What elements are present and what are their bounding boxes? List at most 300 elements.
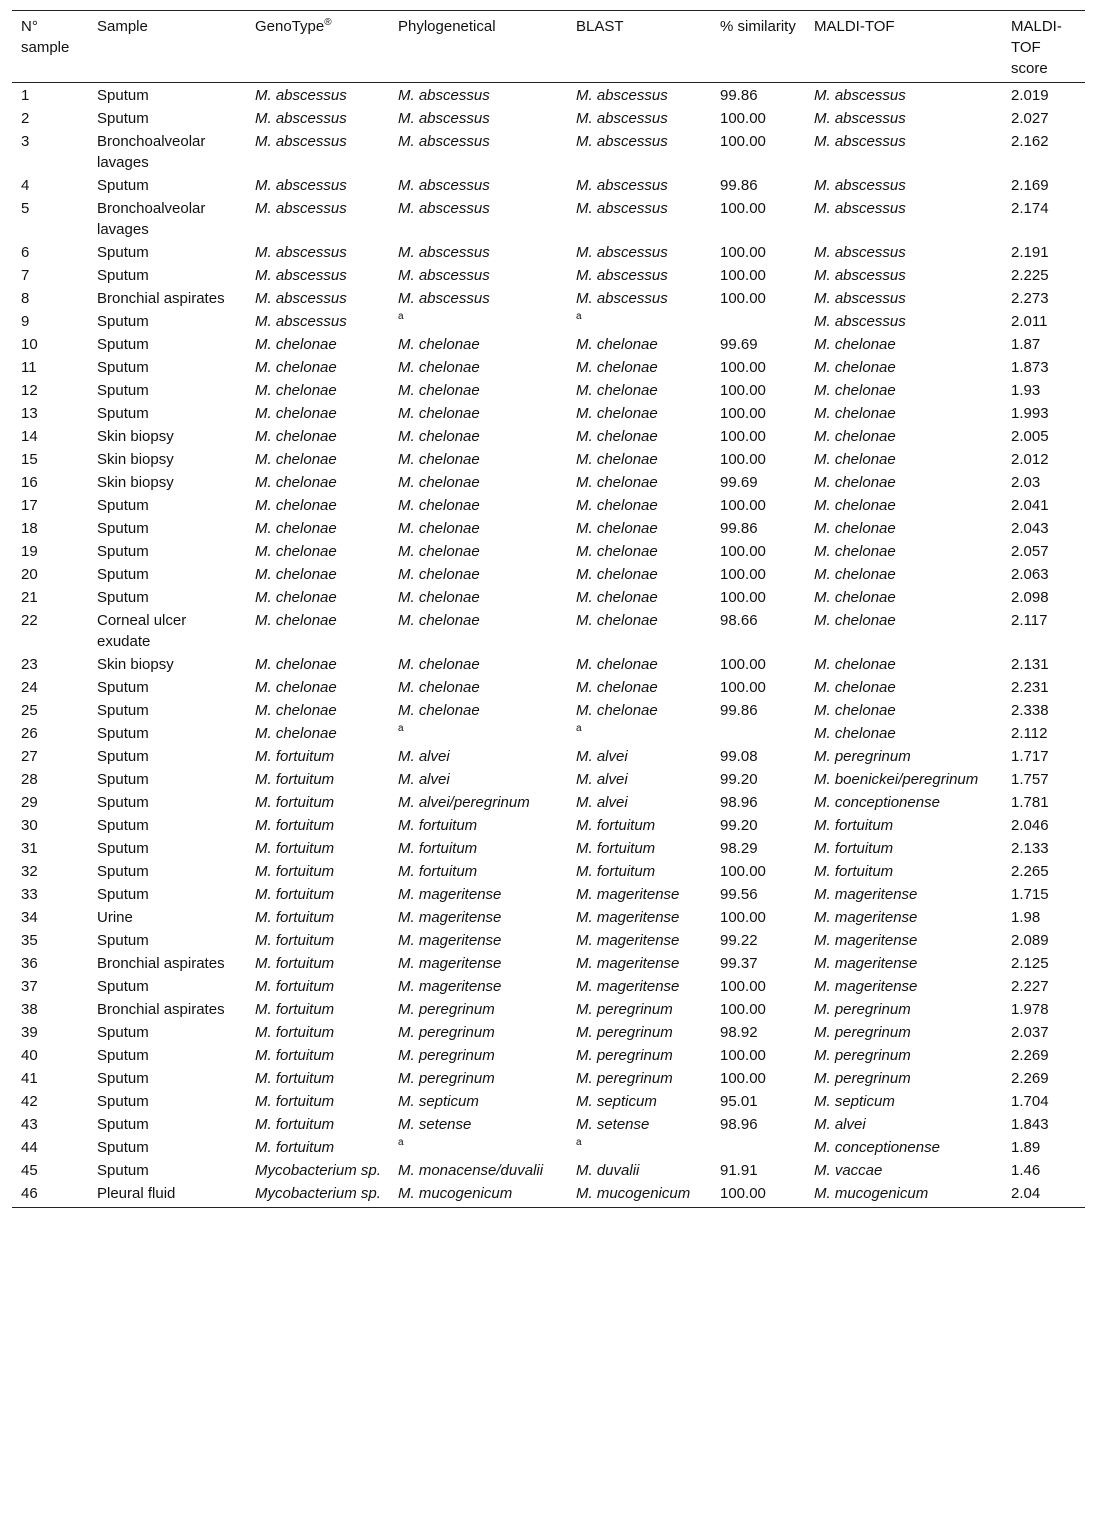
table-row	[12, 1021, 1085, 1044]
cell-similarity: 99.69	[720, 336, 758, 353]
cell-sample-number: 39	[21, 1024, 38, 1041]
cell-maldi-tof-score: 2.338	[1011, 702, 1049, 719]
cell-maldi-tof-score: 2.063	[1011, 566, 1049, 583]
table-row	[12, 1113, 1085, 1136]
table-row	[12, 471, 1085, 494]
cell-blast: M. alvei	[576, 794, 628, 811]
cell-phylogenetical: M. abscessus	[398, 177, 490, 194]
cell-phylogenetical: M. peregrinum	[398, 1001, 495, 1018]
cell-phylogenetical: M. chelonae	[398, 497, 480, 514]
table-row	[12, 1067, 1085, 1090]
cell-sample-number: 4	[21, 177, 30, 194]
table-row	[12, 402, 1085, 425]
cell-genotype: M. fortuitum	[255, 886, 335, 903]
cell-similarity: 100.00	[720, 497, 766, 514]
cell-blast: M. duvalii	[576, 1162, 640, 1179]
cell-sample: Bronchial aspirates	[97, 290, 225, 307]
cell-sample-number: 5	[21, 200, 30, 217]
cell-phylogenetical: M. chelonae	[398, 520, 480, 537]
cell-maldi-tof-score: 1.89	[1011, 1139, 1041, 1156]
cell-phylogenetical: M. abscessus	[398, 133, 490, 150]
cell-blast: M. chelonae	[576, 474, 658, 491]
cell-genotype: M. abscessus	[255, 290, 347, 307]
cell-genotype: M. fortuitum	[255, 1093, 335, 1110]
table-row	[12, 1136, 1085, 1159]
header-maldi-tof-score: MALDI-TOF score	[1002, 11, 1085, 83]
cell-maldi-tof: M. peregrinum	[814, 1070, 911, 1087]
cell-sample-number: 7	[21, 267, 30, 284]
table-row	[12, 174, 1085, 197]
cell-sample: Sputum	[97, 359, 149, 376]
cell-sample: Sputum	[97, 1116, 149, 1133]
table-row	[12, 929, 1085, 952]
table-row	[12, 676, 1085, 699]
cell-sample-number: 31	[21, 840, 38, 857]
cell-phylogenetical: M. abscessus	[398, 267, 490, 284]
cell-sample-number: 45	[21, 1162, 38, 1179]
cell-genotype: M. fortuitum	[255, 1024, 335, 1041]
cell-maldi-tof: M. chelonae	[814, 405, 896, 422]
cell-maldi-tof: M. peregrinum	[814, 1024, 911, 1041]
cell-similarity: 98.92	[720, 1024, 758, 1041]
cell-similarity: 99.20	[720, 817, 758, 834]
cell-sample: Sputum	[97, 177, 149, 194]
cell-sample: Sputum	[97, 1024, 149, 1041]
table-row	[12, 722, 1085, 745]
cell-sample-number: 32	[21, 863, 38, 880]
table-row	[12, 241, 1085, 264]
cell-sample: Sputum	[97, 382, 149, 399]
cell-phylogenetical: M. mageritense	[398, 978, 502, 995]
table-row	[12, 83, 1085, 108]
cell-maldi-tof-score: 2.011	[1011, 313, 1048, 330]
cell-similarity: 100.00	[720, 1001, 766, 1018]
cell-sample: Sputum	[97, 1047, 149, 1064]
cell-genotype: M. fortuitum	[255, 909, 335, 926]
cell-blast: M. chelonae	[576, 543, 658, 560]
cell-sample: Sputum	[97, 405, 149, 422]
cell-similarity: 99.86	[720, 702, 758, 719]
cell-maldi-tof-score: 2.231	[1011, 679, 1049, 696]
cell-sample: Sputum	[97, 566, 149, 583]
cell-blast: M. chelonae	[576, 656, 658, 673]
cell-genotype: M. chelonae	[255, 589, 337, 606]
cell-blast: M. chelonae	[576, 679, 658, 696]
cell-sample-number: 33	[21, 886, 38, 903]
cell-sample: Skin biopsy	[97, 474, 174, 491]
cell-similarity: 100.00	[720, 110, 766, 127]
cell-maldi-tof: M. fortuitum	[814, 840, 894, 857]
cell-maldi-tof: M. chelonae	[814, 725, 896, 742]
cell-genotype: M. chelonae	[255, 428, 337, 445]
cell-sample: Sputum	[97, 1162, 149, 1179]
cell-maldi-tof-score: 1.781	[1011, 794, 1049, 811]
cell-genotype: M. fortuitum	[255, 840, 335, 857]
cell-maldi-tof: M. vaccae	[814, 1162, 883, 1179]
cell-genotype: M. chelonae	[255, 336, 337, 353]
table-row	[12, 494, 1085, 517]
cell-blast: M. chelonae	[576, 702, 658, 719]
cell-maldi-tof: M. chelonae	[814, 497, 896, 514]
cell-sample: Sputum	[97, 589, 149, 606]
cell-maldi-tof: M. peregrinum	[814, 1047, 911, 1064]
cell-maldi-tof-score: 1.87	[1011, 336, 1041, 353]
cell-similarity: 100.00	[720, 290, 766, 307]
cell-blast: M. peregrinum	[576, 1024, 673, 1041]
cell-maldi-tof: M. chelonae	[814, 612, 896, 629]
cell-similarity: 99.69	[720, 474, 758, 491]
header-sample: Sample	[88, 11, 246, 83]
cell-phylogenetical: M. chelonae	[398, 451, 480, 468]
cell-blast: M. chelonae	[576, 612, 658, 629]
cell-genotype: M. chelonae	[255, 566, 337, 583]
cell-phylogenetical: M. chelonae	[398, 336, 480, 353]
cell-sample: Sputum	[97, 886, 149, 903]
cell-sample-number: 15	[21, 451, 38, 468]
cell-genotype: M. fortuitum	[255, 794, 335, 811]
cell-similarity: 98.96	[720, 794, 758, 811]
cell-similarity: 98.66	[720, 612, 758, 629]
cell-maldi-tof: M. chelonae	[814, 474, 896, 491]
cell-phylogenetical: M. chelonae	[398, 543, 480, 560]
cell-maldi-tof: M. chelonae	[814, 543, 896, 560]
cell-blast: M. chelonae	[576, 382, 658, 399]
cell-phylogenetical: M. chelonae	[398, 656, 480, 673]
table-row	[12, 1044, 1085, 1067]
cell-phylogenetical: a	[398, 723, 404, 734]
cell-genotype: M. abscessus	[255, 133, 347, 150]
cell-phylogenetical: M. alvei/peregrinum	[398, 794, 530, 811]
cell-phylogenetical: a	[398, 1137, 404, 1148]
table-row	[12, 609, 1085, 653]
cell-genotype: M. abscessus	[255, 200, 347, 217]
cell-similarity: 100.00	[720, 133, 766, 150]
cell-sample-number: 40	[21, 1047, 38, 1064]
table-row	[12, 906, 1085, 929]
cell-sample-number: 24	[21, 679, 38, 696]
cell-maldi-tof: M. mageritense	[814, 978, 918, 995]
cell-blast: M. mageritense	[576, 886, 680, 903]
table-row	[12, 379, 1085, 402]
cell-sample: Sputum	[97, 1139, 149, 1156]
cell-sample-number: 27	[21, 748, 38, 765]
cell-maldi-tof: M. chelonae	[814, 656, 896, 673]
cell-sample-number: 2	[21, 110, 30, 127]
cell-blast: M. peregrinum	[576, 1047, 673, 1064]
cell-phylogenetical: M. fortuitum	[398, 840, 478, 857]
cell-maldi-tof-score: 2.043	[1011, 520, 1049, 537]
table-row	[12, 998, 1085, 1021]
cell-phylogenetical: M. chelonae	[398, 679, 480, 696]
cell-maldi-tof-score: 1.715	[1011, 886, 1049, 903]
cell-maldi-tof: M. fortuitum	[814, 817, 894, 834]
cell-sample: Sputum	[97, 87, 149, 104]
cell-sample-number: 21	[21, 589, 38, 606]
cell-sample-number: 29	[21, 794, 38, 811]
cell-sample-number: 37	[21, 978, 38, 995]
table-row	[12, 540, 1085, 563]
cell-genotype: M. fortuitum	[255, 771, 335, 788]
cell-similarity: 99.20	[720, 771, 758, 788]
cell-blast: M. chelonae	[576, 359, 658, 376]
cell-phylogenetical: M. chelonae	[398, 702, 480, 719]
cell-blast: a	[576, 1137, 582, 1148]
cell-maldi-tof-score: 2.046	[1011, 817, 1049, 834]
cell-maldi-tof-score: 2.041	[1011, 497, 1049, 514]
cell-sample: Sputum	[97, 543, 149, 560]
cell-similarity: 100.00	[720, 543, 766, 560]
table-row	[12, 310, 1085, 333]
cell-similarity: 100.00	[720, 428, 766, 445]
table-row	[12, 448, 1085, 471]
table-row	[12, 563, 1085, 586]
cell-maldi-tof-score: 1.993	[1011, 405, 1049, 422]
cell-sample-number: 38	[21, 1001, 38, 1018]
cell-blast: M. septicum	[576, 1093, 657, 1110]
cell-genotype: M. abscessus	[255, 313, 347, 330]
cell-maldi-tof: M. chelonae	[814, 679, 896, 696]
cell-phylogenetical: M. abscessus	[398, 110, 490, 127]
cell-maldi-tof: M. mageritense	[814, 955, 918, 972]
cell-blast: M. chelonae	[576, 589, 658, 606]
cell-maldi-tof: M. chelonae	[814, 336, 896, 353]
cell-maldi-tof: M. mageritense	[814, 909, 918, 926]
cell-maldi-tof-score: 2.227	[1011, 978, 1049, 995]
cell-maldi-tof: M. abscessus	[814, 133, 906, 150]
cell-phylogenetical: M. fortuitum	[398, 817, 478, 834]
table-row	[12, 952, 1085, 975]
cell-blast: M. abscessus	[576, 290, 668, 307]
cell-genotype: M. chelonae	[255, 405, 337, 422]
cell-similarity: 100.00	[720, 566, 766, 583]
table-row	[12, 837, 1085, 860]
cell-maldi-tof-score: 2.169	[1011, 177, 1049, 194]
cell-genotype: M. chelonae	[255, 725, 337, 742]
cell-similarity: 98.96	[720, 1116, 758, 1133]
cell-similarity: 99.56	[720, 886, 758, 903]
cell-sample: Bronchoalveolar lavages	[97, 200, 206, 238]
cell-maldi-tof: M. abscessus	[814, 110, 906, 127]
cell-sample-number: 25	[21, 702, 38, 719]
cell-maldi-tof-score: 2.012	[1011, 451, 1049, 468]
cell-sample: Sputum	[97, 932, 149, 949]
cell-phylogenetical: M. peregrinum	[398, 1047, 495, 1064]
cell-maldi-tof-score: 2.005	[1011, 428, 1049, 445]
cell-phylogenetical: M. peregrinum	[398, 1070, 495, 1087]
cell-maldi-tof-score: 2.269	[1011, 1047, 1049, 1064]
cell-sample: Skin biopsy	[97, 656, 174, 673]
cell-maldi-tof-score: 1.757	[1011, 771, 1049, 788]
cell-phylogenetical: M. chelonae	[398, 428, 480, 445]
cell-genotype: M. chelonae	[255, 382, 337, 399]
cell-blast: a	[576, 723, 582, 734]
cell-maldi-tof-score: 2.037	[1011, 1024, 1049, 1041]
header-phylogenetical: Phylogenetical	[389, 11, 567, 83]
cell-phylogenetical: M. peregrinum	[398, 1024, 495, 1041]
cell-genotype: M. fortuitum	[255, 932, 335, 949]
cell-maldi-tof: M. septicum	[814, 1093, 895, 1110]
cell-genotype: M. abscessus	[255, 177, 347, 194]
cell-similarity	[711, 722, 805, 745]
cell-similarity: 100.00	[711, 1182, 805, 1208]
cell-maldi-tof: M. abscessus	[814, 200, 906, 217]
cell-maldi-tof-score: 2.04	[1002, 1182, 1085, 1208]
cell-maldi-tof-score: 2.265	[1011, 863, 1049, 880]
cell-sample: Sputum	[97, 267, 149, 284]
cell-maldi-tof-score: 2.089	[1011, 932, 1049, 949]
cell-phylogenetical: M. alvei	[398, 771, 450, 788]
cell-sample: Bronchial aspirates	[97, 1001, 225, 1018]
cell-maldi-tof-score: 2.273	[1011, 290, 1049, 307]
table-row	[12, 1182, 1085, 1208]
cell-similarity: 98.29	[720, 840, 758, 857]
cell-similarity: 100.00	[720, 244, 766, 261]
cell-blast: M. abscessus	[576, 200, 668, 217]
cell-sample-number: 18	[21, 520, 38, 537]
cell-blast: M. setense	[576, 1116, 650, 1133]
cell-genotype: M. chelonae	[255, 612, 337, 629]
cell-sample: Skin biopsy	[97, 451, 174, 468]
cell-blast: M. chelonae	[576, 566, 658, 583]
cell-genotype: M. fortuitum	[255, 955, 335, 972]
header-genotype	[246, 11, 389, 83]
cell-similarity: 100.00	[720, 679, 766, 696]
header-similarity: % similarity	[711, 11, 805, 83]
table-row	[12, 356, 1085, 379]
cell-genotype: M. fortuitum	[255, 748, 335, 765]
cell-genotype: M. chelonae	[255, 474, 337, 491]
cell-maldi-tof-score: 1.843	[1011, 1116, 1049, 1133]
cell-maldi-tof-score: 2.112	[1011, 725, 1048, 742]
cell-sample-number: 17	[21, 497, 38, 514]
cell-maldi-tof: M. chelonae	[814, 520, 896, 537]
cell-blast: M. abscessus	[576, 110, 668, 127]
cell-sample-number: 26	[21, 725, 38, 742]
cell-genotype: Mycobacterium sp.	[246, 1182, 389, 1208]
cell-maldi-tof-score: 2.098	[1011, 589, 1049, 606]
cell-sample: Sputum	[97, 244, 149, 261]
cell-sample-number: 20	[21, 566, 38, 583]
cell-sample: Sputum	[97, 863, 149, 880]
cell-sample-number: 22	[21, 612, 38, 629]
cell-maldi-tof: M. chelonae	[814, 451, 896, 468]
cell-similarity: 99.22	[720, 932, 758, 949]
cell-sample: Corneal ulcer exudate	[97, 612, 187, 650]
cell-maldi-tof-score: 2.131	[1011, 656, 1049, 673]
cell-similarity: 99.37	[720, 955, 758, 972]
header-row	[12, 11, 1085, 83]
cell-blast: M. mucogenicum	[567, 1182, 711, 1208]
cell-sample: Sputum	[97, 748, 149, 765]
cell-blast: M. peregrinum	[576, 1001, 673, 1018]
cell-genotype: M. chelonae	[255, 656, 337, 673]
cell-similarity: 100.00	[720, 359, 766, 376]
cell-similarity	[711, 310, 805, 333]
cell-blast: M. chelonae	[576, 520, 658, 537]
cell-similarity: 100.00	[720, 1047, 766, 1064]
cell-sample-number: 14	[21, 428, 38, 445]
cell-blast: M. abscessus	[576, 87, 668, 104]
cell-genotype: M. chelonae	[255, 702, 337, 719]
cell-blast: M. alvei	[576, 748, 628, 765]
cell-phylogenetical: M. chelonae	[398, 566, 480, 583]
cell-maldi-tof-score: 1.98	[1011, 909, 1041, 926]
cell-sample: Sputum	[97, 840, 149, 857]
cell-maldi-tof: M. fortuitum	[814, 863, 894, 880]
cell-phylogenetical: M. mageritense	[398, 886, 502, 903]
cell-sample-number: 36	[21, 955, 38, 972]
cell-sample: Sputum	[97, 1093, 149, 1110]
cell-maldi-tof-score: 1.717	[1011, 748, 1049, 765]
cell-genotype: M. fortuitum	[255, 1001, 335, 1018]
cell-sample: Sputum	[97, 497, 149, 514]
cell-blast: M. mageritense	[576, 978, 680, 995]
cell-maldi-tof-score: 2.117	[1011, 612, 1048, 629]
cell-genotype: M. chelonae	[255, 359, 337, 376]
cell-sample: Sputum	[97, 336, 149, 353]
cell-blast: M. chelonae	[576, 336, 658, 353]
cell-phylogenetical: M. chelonae	[398, 405, 480, 422]
cell-maldi-tof: M. mucogenicum	[805, 1182, 1002, 1208]
cell-phylogenetical: M. chelonae	[398, 589, 480, 606]
cell-sample-number: 6	[21, 244, 30, 261]
table-row	[12, 1159, 1085, 1182]
header-maldi-tof: MALDI-TOF	[805, 11, 1002, 83]
cell-maldi-tof-score: 2.133	[1011, 840, 1049, 857]
cell-genotype: M. fortuitum	[255, 1070, 335, 1087]
cell-similarity: 99.86	[720, 87, 758, 104]
cell-sample-number: 41	[21, 1070, 38, 1087]
cell-blast: M. peregrinum	[576, 1070, 673, 1087]
table-row	[12, 699, 1085, 722]
cell-sample: Sputum	[97, 520, 149, 537]
cell-blast: M. abscessus	[576, 177, 668, 194]
cell-maldi-tof-score: 1.873	[1011, 359, 1049, 376]
cell-maldi-tof-score: 2.162	[1011, 133, 1049, 150]
cell-similarity: 100.00	[720, 863, 766, 880]
cell-genotype: M. abscessus	[255, 87, 347, 104]
cell-sample-number: 23	[21, 656, 38, 673]
cell-sample-number: 28	[21, 771, 38, 788]
cell-sample-number: 16	[21, 474, 38, 491]
cell-sample: Sputum	[97, 817, 149, 834]
cell-phylogenetical: a	[398, 311, 404, 322]
cell-maldi-tof-score: 1.46	[1011, 1162, 1041, 1179]
cell-phylogenetical: M. monacense/duvalii	[398, 1162, 544, 1179]
cell-phylogenetical: M. chelonae	[398, 474, 480, 491]
cell-maldi-tof: M. chelonae	[814, 382, 896, 399]
cell-genotype: M. abscessus	[255, 110, 347, 127]
cell-similarity: 100.00	[720, 382, 766, 399]
header-sample-number: N° sample	[12, 11, 88, 83]
table-row	[12, 517, 1085, 540]
cell-phylogenetical: M. abscessus	[398, 244, 490, 261]
header-genotype-label: GenoType	[255, 18, 325, 35]
table-row	[12, 1090, 1085, 1113]
cell-blast: M. chelonae	[576, 428, 658, 445]
cell-maldi-tof-score: 2.225	[1011, 267, 1049, 284]
cell-maldi-tof: M. chelonae	[814, 702, 896, 719]
cell-sample: Sputum	[97, 794, 149, 811]
cell-sample-number: 44	[21, 1139, 38, 1156]
cell-maldi-tof: M. mageritense	[814, 886, 918, 903]
cell-phylogenetical: M. chelonae	[398, 612, 480, 629]
cell-sample: Bronchoalveolar lavages	[97, 133, 206, 171]
table-row	[12, 425, 1085, 448]
table-row	[12, 768, 1085, 791]
cell-sample-number: 34	[21, 909, 38, 926]
cell-maldi-tof: M. abscessus	[814, 244, 906, 261]
